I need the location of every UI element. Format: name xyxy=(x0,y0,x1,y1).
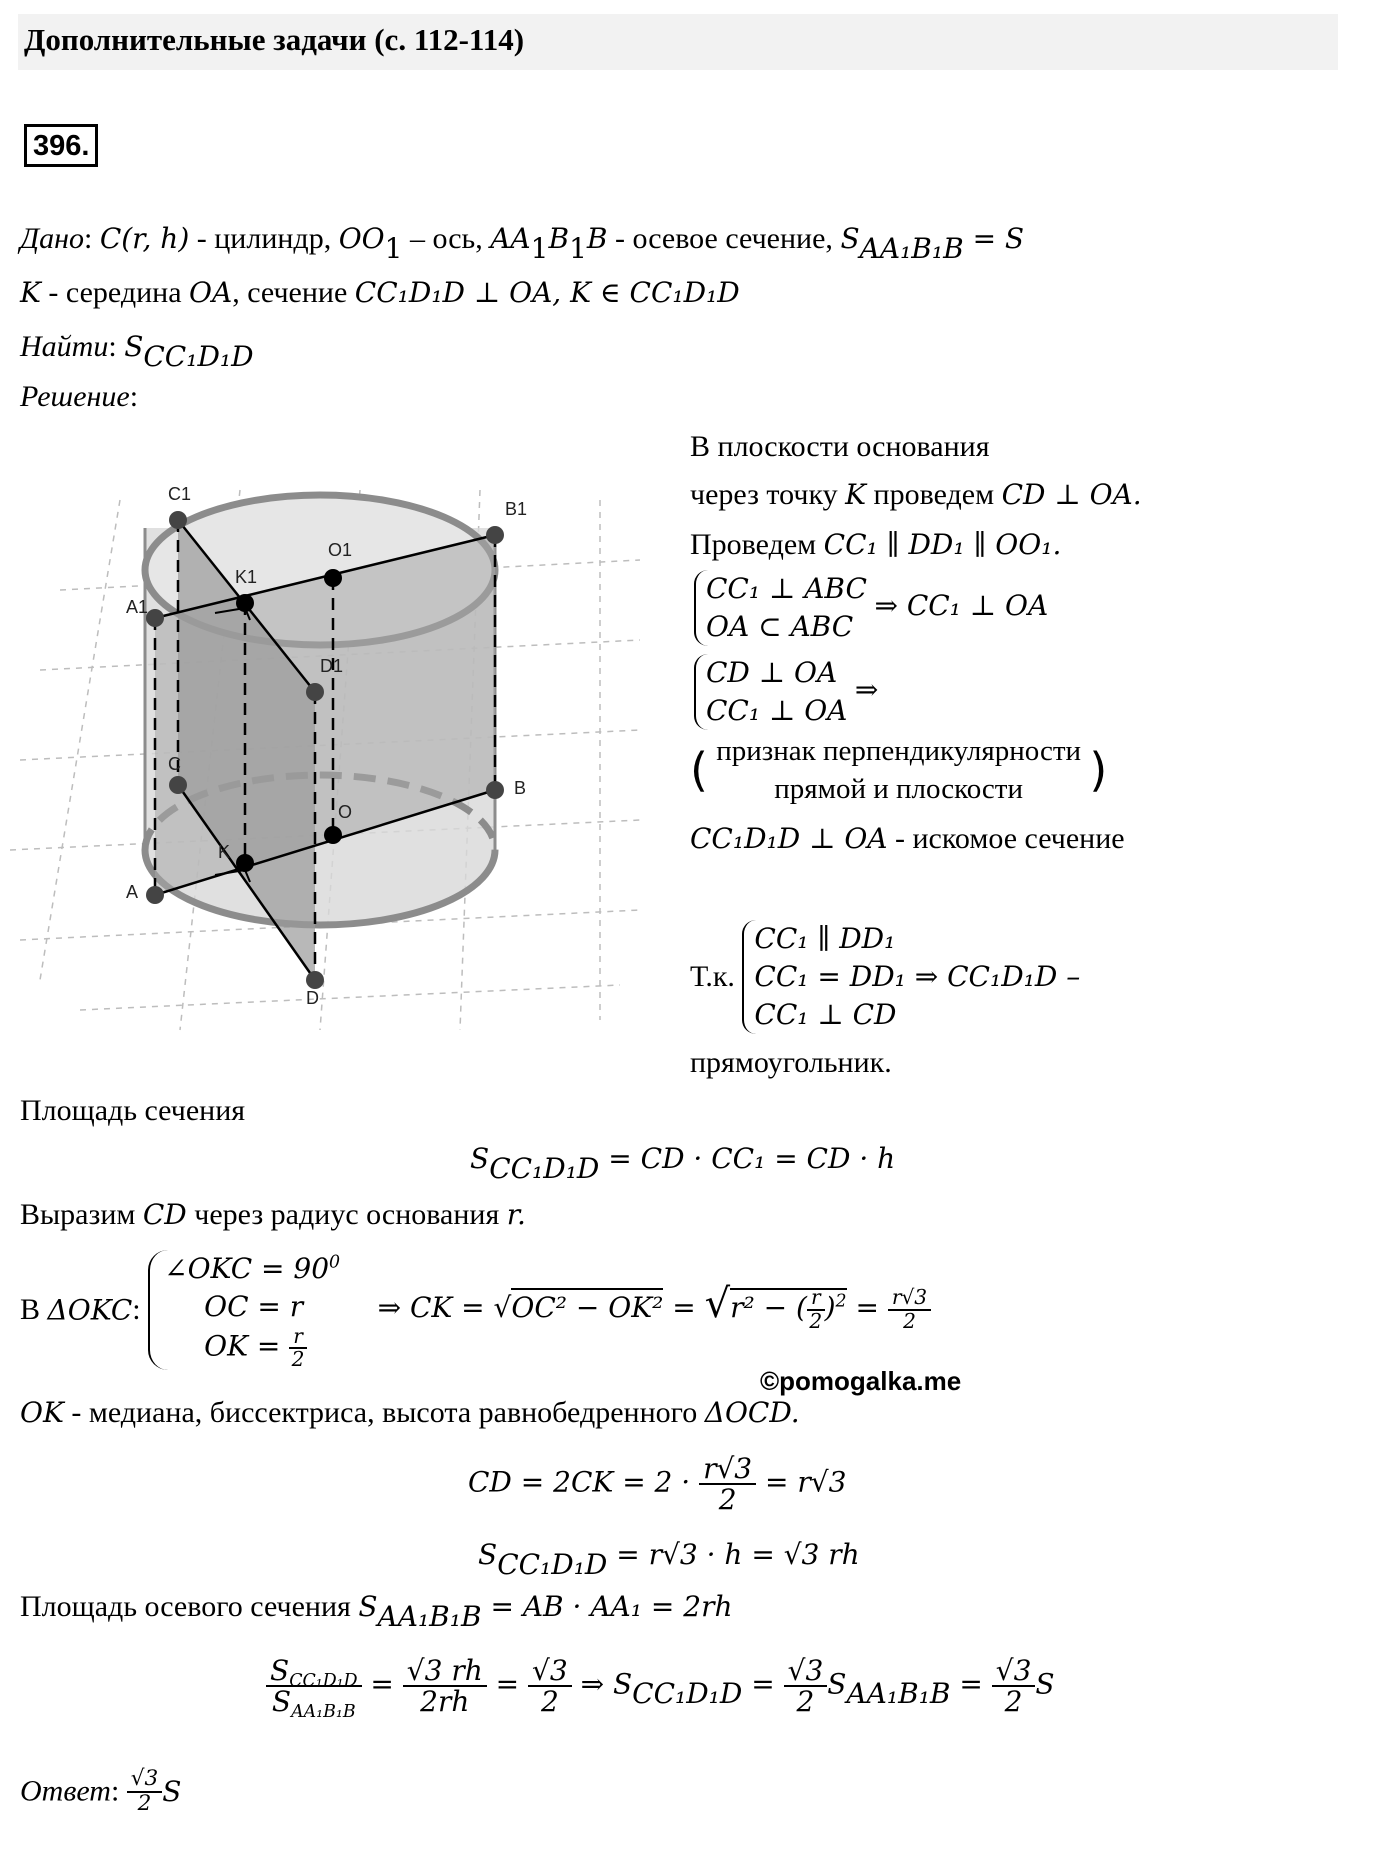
given-line-1: Дано: C(r, h) - цилиндр, $OO_1$ – ось, $AA_1B_1B$ - осевое сечение, $S_{AA_1B_1B} = S$ xyxy=(20,222,1025,265)
problem-number: 396. xyxy=(24,124,98,167)
right-line-2: через точку K проведем CD ⊥ OA. xyxy=(690,478,1142,511)
area-title: Площадь сечения xyxy=(20,1094,246,1127)
axial-line: Площадь осевого сечения $S_{AA_1B_1B}$ = AB · AA₁ = 2rh xyxy=(20,1590,733,1633)
given-line-2: K - середина OA, сечение CC₁D₁D ⊥ OA, K ∈ CC₁D₁D xyxy=(20,276,740,309)
solution-label: Решение: xyxy=(20,380,139,413)
page-title: Дополнительные задачи (с. 112-114) xyxy=(24,22,525,57)
label-d: D xyxy=(306,988,319,1008)
label-b1: B1 xyxy=(505,499,528,519)
cylinder-figure xyxy=(0,440,660,1040)
label-c1: C1 xyxy=(168,484,192,504)
triangle-block: В ΔOKC: ∠OKC = $90^0$ OC = r OK = $\frac{r}{2}$ ⇒ CK = √OC² − OK² = √r² − ( $\frac{r}{2}$ )$^2$ = $\frac{r√3}{2}$ xyxy=(20,1250,931,1370)
label-a: A xyxy=(126,882,139,902)
label-o1: O1 xyxy=(328,540,353,560)
right-line-1: В плоскости основания xyxy=(690,430,990,463)
right-system-3: Т.к. CC₁ ∥ DD₁ CC₁ = DD₁ ⇒ CC₁D₁D – CC₁ ⊥ CD xyxy=(690,920,1080,1034)
label-k: K xyxy=(218,842,231,862)
right-rect: прямоугольник. xyxy=(690,1046,892,1079)
right-criterion: ( признак перпендикулярности прямой и плоскости ) xyxy=(690,735,1108,805)
cd-formula: CD = 2CK = 2 · $\frac{r√3}{2}$ = r√3 xyxy=(468,1452,847,1517)
right-system-1: CC₁ ⊥ ABC OA ⊂ ABC ⇒ CC₁ ⊥ OA xyxy=(694,570,1048,646)
s-formula: $S_{CC_1D_1D} = r√3 \cdot h = √3$ rh xyxy=(478,1538,860,1581)
label-b: B xyxy=(514,778,527,798)
ratio-formula: $\frac{S_{CC_1D_1D}}{S_{AA_1B_1B}}$ = $\frac{√3 rh}{2rh}$ = $\frac{√3}{2}$ ⇒ $S_{CC_1D_1D}$ = $\frac{√3}{2}$ $S_{AA_1B_1B}$ = $\frac{√3}{2}$ S xyxy=(266,1656,1055,1717)
label-a1: A1 xyxy=(126,597,149,617)
right-line-3: Проведем CC₁ ∥ DD₁ ∥ OO₁. xyxy=(690,528,1062,561)
right-result: CC₁D₁D ⊥ OA - искомое сечение xyxy=(690,822,1125,855)
answer-line: Ответ: $\frac{√3}{2}$ S xyxy=(20,1766,182,1816)
area-formula: $S_{CC_1D_1D}$ = CD · CC₁ = CD · h xyxy=(470,1142,896,1185)
express-line: Выразим CD через радиус основания r. xyxy=(20,1198,526,1231)
label-k1: K1 xyxy=(235,567,258,587)
watermark: ©pomogalka.me xyxy=(760,1366,962,1396)
label-d1: D1 xyxy=(320,656,344,676)
median-line: OK - медиана, биссектриса, высота равнобедренного ΔOCD. xyxy=(20,1396,800,1429)
given-label: Дано xyxy=(20,222,84,255)
label-o: O xyxy=(338,802,353,822)
find-line: Найти: $S_{CC_1D_1D}$ xyxy=(20,330,254,373)
right-system-2: CD ⊥ OA CC₁ ⊥ OA ⇒ xyxy=(694,654,878,730)
label-c: C xyxy=(168,754,181,774)
